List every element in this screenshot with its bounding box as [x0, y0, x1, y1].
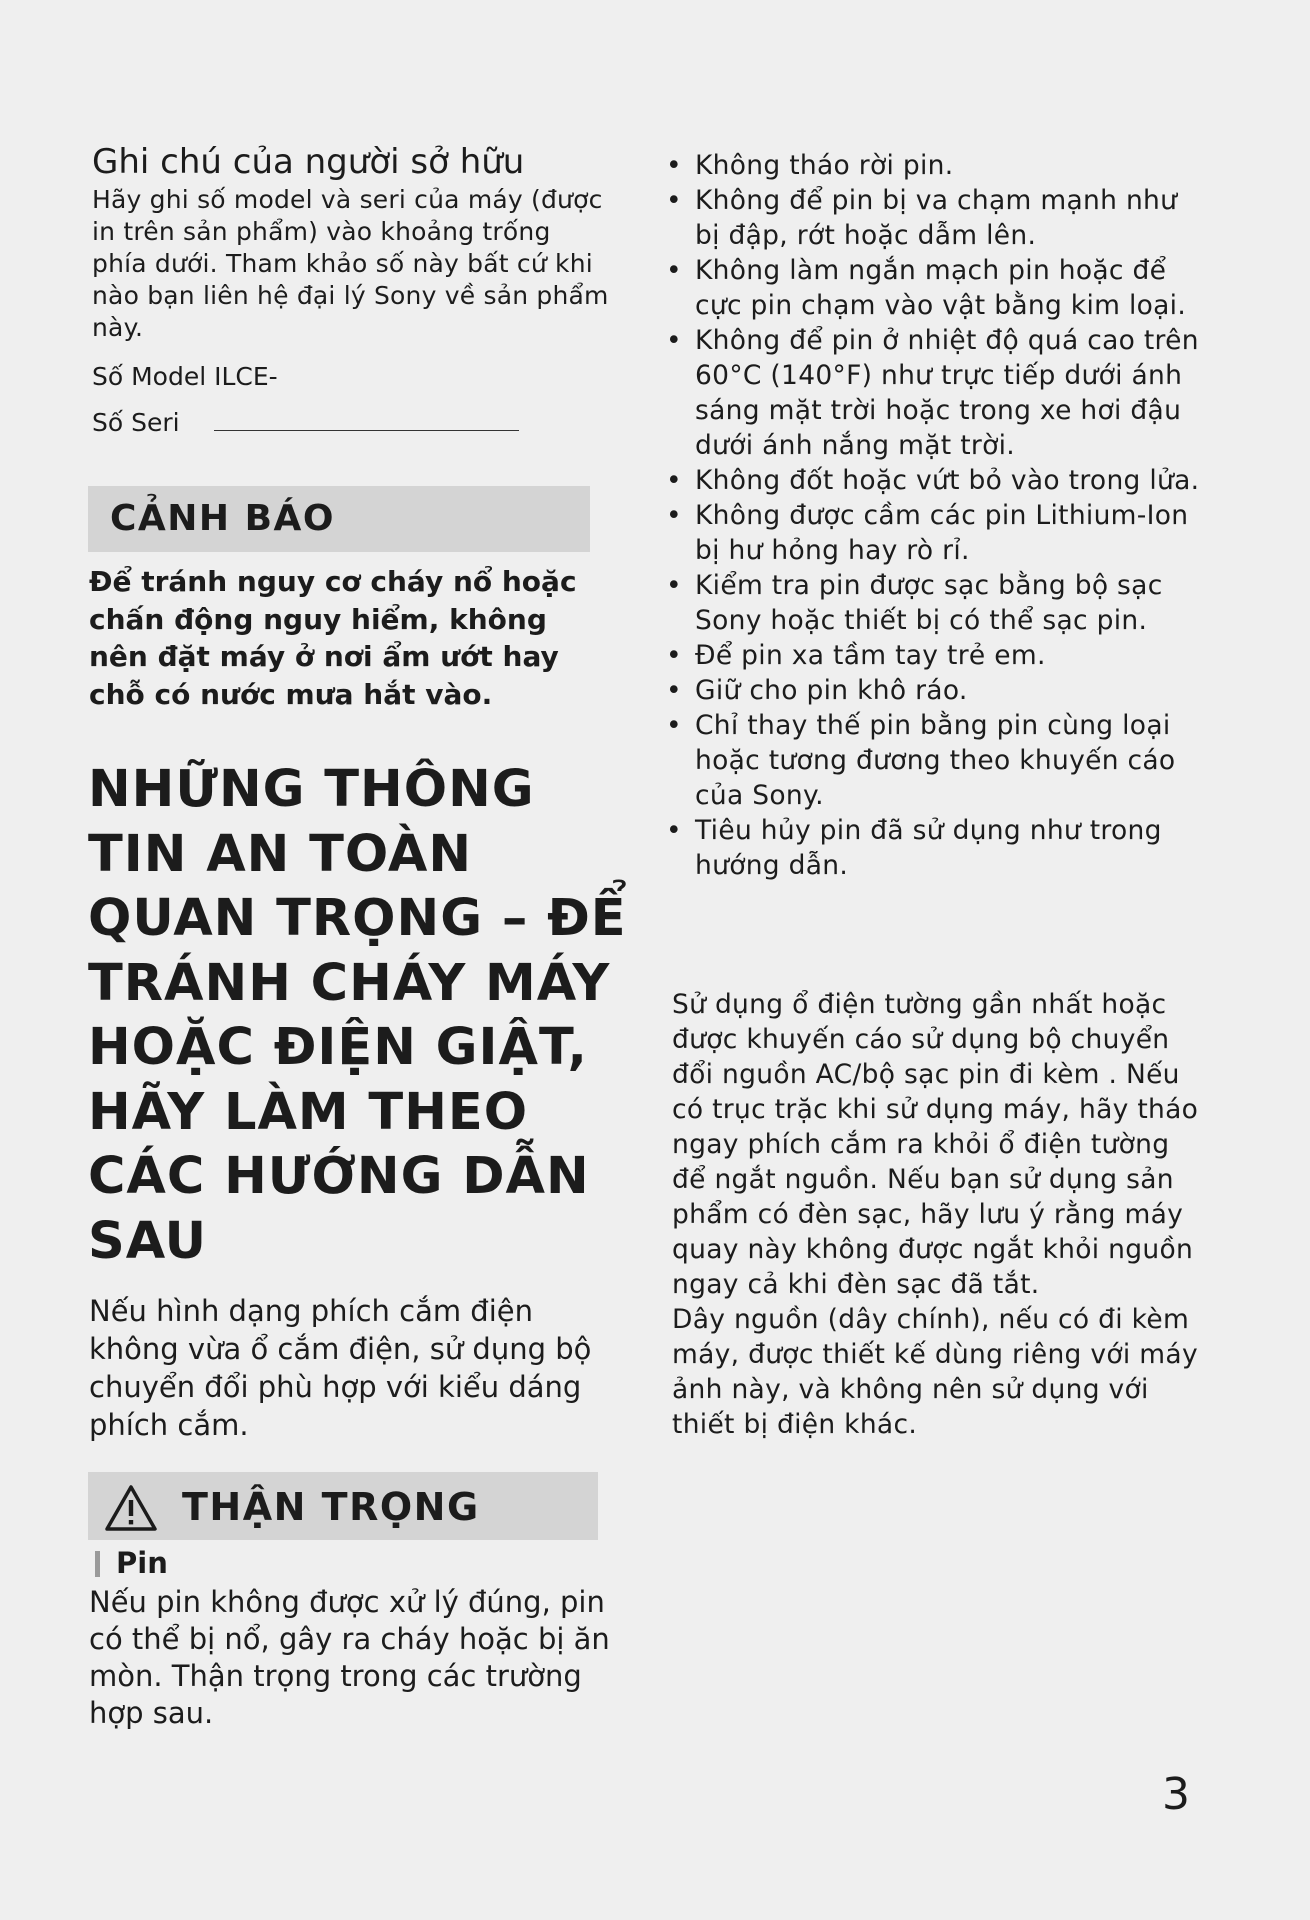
warning-triangle-icon	[104, 1484, 158, 1532]
list-item: • Để pin xa tầm tay trẻ em.	[666, 638, 1206, 673]
battery-precautions-list	[666, 148, 1206, 883]
safety-heading: NHỮNG THÔNG TIN AN TOÀN QUAN TRỌNG – ĐỂ TRÁNH CHÁY MÁY HOẶC ĐIỆN GIẬT, HÃY LÀM THEO CÁC HƯỚNG DẪN SAU	[88, 760, 627, 1271]
list-item: • Không để pin ở nhiệt độ quá cao trên 60°C (140°F) như trực tiếp dưới ánh sáng mặt trời hoặc trong xe hơi đậu dưới ánh nắng mặt trời.	[666, 323, 1206, 463]
list-item: • Giữ cho pin khô ráo.	[666, 673, 1206, 708]
list-item: • Kiểm tra pin được sạc bằng bộ sạc Sony hoặc thiết bị có thể sạc pin.	[666, 568, 1206, 638]
owner-record-title: Ghi chú của người sở hữu	[92, 142, 525, 182]
battery-caution-text: Nếu pin không được xử lý đúng, pin có thể bị nổ, gây ra cháy hoặc bị ăn mòn. Thận trọng trong các trường hợp sau.	[89, 1585, 610, 1730]
list-item: • Không tháo rời pin.	[666, 148, 1206, 183]
page-number: 3	[1162, 1769, 1190, 1820]
list-item: • Chỉ thay thế pin bằng pin cùng loại hoặc tương đương theo khuyến cáo của Sony.	[666, 708, 1206, 813]
owner-record-text: Hãy ghi số model và seri của máy (được in trên sản phẩm) vào khoảng trống phía dưới. Tham khảo số này bất cứ khi nào bạn liên hệ đại lý Sony về sản phẩm này.	[92, 185, 609, 342]
serial-number-label: Số Seri	[92, 408, 180, 437]
battery-heading: Pin	[116, 1546, 168, 1580]
warning-text: Để tránh nguy cơ cháy nổ hoặc chấn động nguy hiểm, không nên đặt máy ở nơi ẩm ướt hay chỗ có nước mưa hắt vào.	[89, 565, 577, 711]
list-item: • Không để pin bị va chạm mạnh như bị đập, rớt hoặc dẫm lên.	[666, 183, 1206, 253]
caution-title: THẬN TRỌNG	[182, 1485, 480, 1529]
list-item: • Không làm ngắn mạch pin hoặc để cực pin chạm vào vật bằng kim loại.	[666, 253, 1206, 323]
serial-number-blank-line	[214, 430, 519, 431]
owner-record-section	[92, 142, 612, 344]
warning-banner	[88, 486, 590, 552]
caution-banner	[88, 1472, 598, 1540]
list-item: • Không được cầm các pin Lithium-Ion bị hư hỏng hay rò rỉ.	[666, 498, 1206, 568]
list-item: • Tiêu hủy pin đã sử dụng như trong hướng dẫn.	[666, 813, 1206, 883]
warning-title: CẢNH BÁO	[110, 498, 335, 539]
plug-adapter-text: Nếu hình dạng phích cắm điện không vừa ổ cắm điện, sử dụng bộ chuyển đổi phù hợp với kiểu dáng phích cắm.	[89, 1294, 592, 1442]
section-marker	[95, 1551, 100, 1577]
model-number-label: Số Model ILCE-	[92, 362, 278, 391]
power-outlet-text: Sử dụng ổ điện tường gần nhất hoặc được khuyến cáo sử dụng bộ chuyển đổi nguồn AC/bộ sạc pin đi kèm . Nếu có trục trặc khi sử dụng máy, hãy tháo ngay phích cắm ra khỏi ổ điện tường để ngắt nguồn. Nếu bạn sử dụng sản phẩm có đèn sạc, hãy lưu ý rằng máy quay này không được ngắt khỏi nguồn ngay cả khi đèn sạc đã tắt. Dây nguồn (dây chính), nếu có đi kèm máy, được thiết kế dùng riêng với máy ảnh này, và không nên sử dụng với thiết bị điện khác.	[672, 989, 1199, 1440]
list-item: • Không đốt hoặc vứt bỏ vào trong lửa.	[666, 463, 1206, 498]
